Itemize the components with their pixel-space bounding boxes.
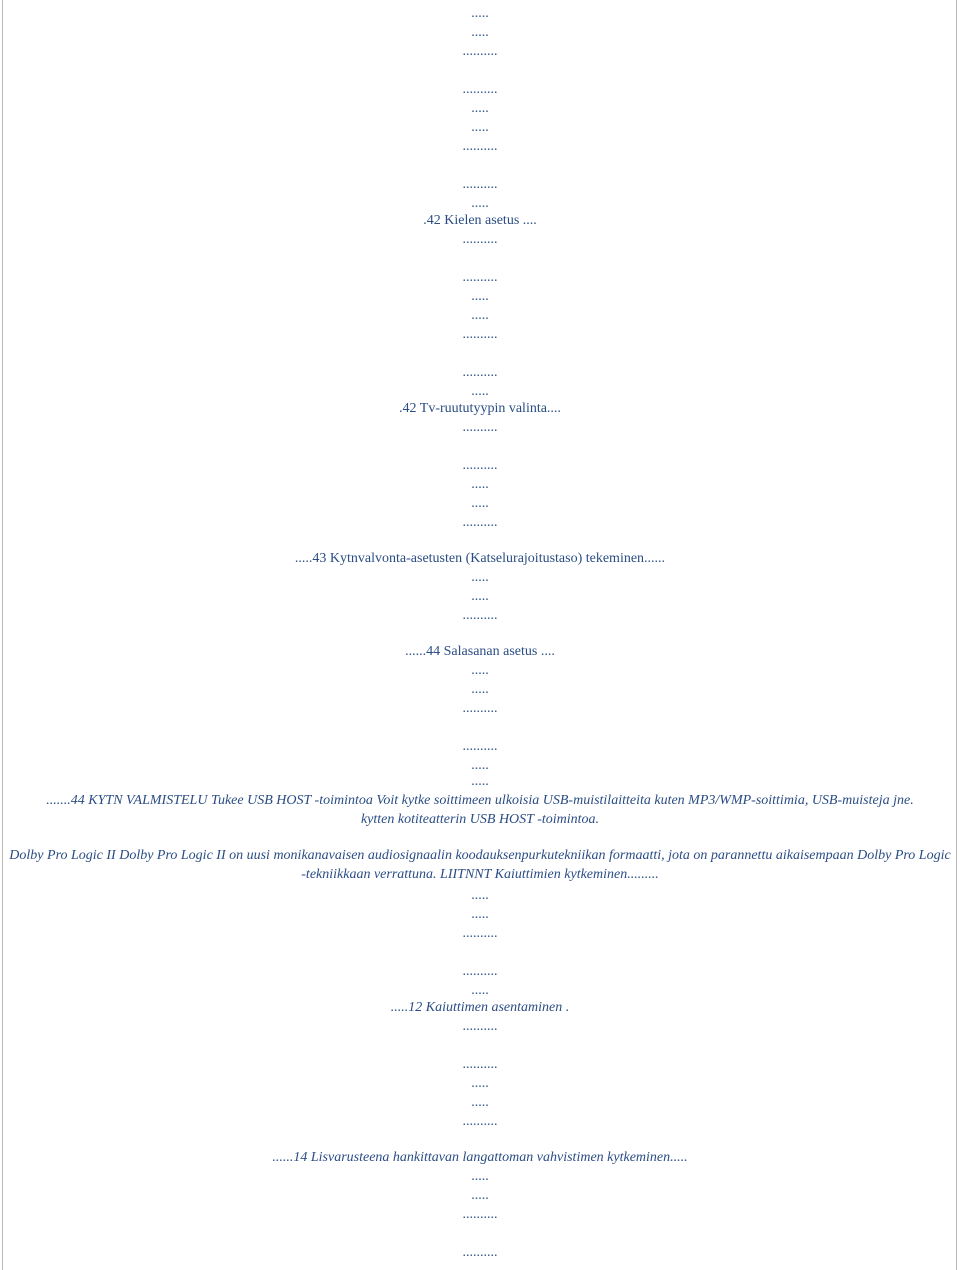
toc-leader: .......... xyxy=(462,177,498,192)
toc-leader: ..... xyxy=(471,308,489,323)
toc-leader: ..... xyxy=(471,25,489,40)
body-text-usb-host: .......44 KYTN VALMISTELU Tukee USB HOST -toimintoa Voit kytke soittimeen ulkoisia USB-muistilaitteita kuten MP3/WMP-soittimia, USB-muisteja jne. xyxy=(46,793,914,808)
toc-leader: ..... xyxy=(471,289,489,304)
toc-entry-kaiuttimen-asentaminen: .....12 Kaiuttimen asentaminen . xyxy=(390,1000,570,1015)
toc-leader: .......... xyxy=(462,458,498,473)
toc-leader: .......... xyxy=(462,420,498,435)
toc-leader: .......... xyxy=(462,701,498,716)
toc-entry-salasanan-asetus: ......44 Salasanan asetus .... xyxy=(405,644,555,659)
toc-leader: ..... xyxy=(471,120,489,135)
toc-leader: ..... xyxy=(471,888,489,903)
toc-entry-tv-ruututyyppi: .42 Tv-ruututyypin valinta.... xyxy=(399,401,561,416)
toc-entry-kielen-asetus: .42 Kielen asetus .... xyxy=(423,213,537,228)
toc-leader: ..... xyxy=(471,758,489,773)
toc-leader: ..... xyxy=(471,570,489,585)
toc-leader: .......... xyxy=(462,608,498,623)
toc-leader: .......... xyxy=(462,964,498,979)
toc-leader: .......... xyxy=(462,82,498,97)
toc-entry-langaton-vahvistin: ......14 Lisvarusteena hankittavan langattoman vahvistimen kytkeminen..... xyxy=(272,1150,688,1165)
toc-leader: .......... xyxy=(462,1114,498,1129)
toc-leader: .......... xyxy=(462,926,498,941)
toc-leader: ..... xyxy=(471,983,489,998)
toc-leader: ..... xyxy=(471,477,489,492)
toc-leader: ..... xyxy=(471,101,489,116)
toc-leader: .......... xyxy=(462,270,498,285)
toc-leader: ..... xyxy=(471,589,489,604)
toc-leader: .......... xyxy=(462,739,498,754)
body-text-dolby-pro-logic: Dolby Pro Logic II Dolby Pro Logic II on uusi monikanavaisen audiosignaalin koodauksenpurkutekniikan formaatti, jota on parannettu aikaisempaan Dolby Pro Logic -tekniikkaan verrattuna. LIITNNT Kaiuttimien kytkeminen......... xyxy=(9,848,951,882)
toc-leader: .......... xyxy=(462,232,498,247)
toc-leader: ..... xyxy=(471,384,489,399)
toc-leader: ..... xyxy=(471,6,489,21)
toc-leader: ..... xyxy=(471,907,489,922)
toc-leader: ..... xyxy=(471,774,489,789)
toc-leader: .......... xyxy=(462,1245,498,1260)
toc-leader: ..... xyxy=(471,1169,489,1184)
body-text-usb-host-cont: kytten kotiteatterin USB HOST -toimintoa. xyxy=(360,812,600,827)
toc-leader: ..... xyxy=(471,496,489,511)
toc-leader: .......... xyxy=(462,1207,498,1222)
toc-leader: .......... xyxy=(462,1057,498,1072)
toc-leader: ..... xyxy=(471,196,489,211)
toc-leader: ..... xyxy=(471,1076,489,1091)
toc-leader: .......... xyxy=(462,139,498,154)
toc-leader: .......... xyxy=(462,1019,498,1034)
toc-leader: .......... xyxy=(462,44,498,59)
toc-leader: ..... xyxy=(471,1095,489,1110)
toc-leader: ..... xyxy=(471,1188,489,1203)
toc-leader: ..... xyxy=(471,682,489,697)
toc-leader: .......... xyxy=(462,327,498,342)
toc-entry-kytnvalvonta: .....43 Kytnvalvonta-asetusten (Katselurajoitustaso) tekeminen...... xyxy=(294,551,666,566)
toc-leader: ..... xyxy=(471,663,489,678)
toc-leader: .......... xyxy=(462,515,498,530)
toc-leader: .......... xyxy=(462,365,498,380)
